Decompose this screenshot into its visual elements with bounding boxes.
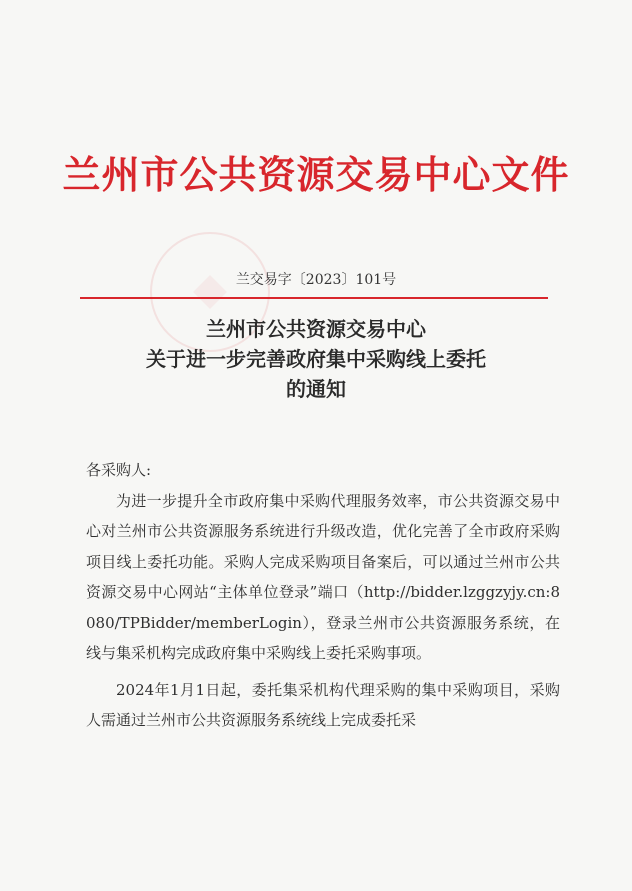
notice-title — [0, 314, 632, 404]
document-header-title: 兰州市公共资源交易中心文件 — [62, 152, 570, 197]
document-number: 兰交易字〔2023〕101号 — [235, 272, 397, 288]
notice-title-line-2: 关于进一步完善政府集中采购线上委托 — [146, 347, 486, 371]
salutation: 各采购人: — [86, 461, 152, 479]
body-paragraph-2: 2024年1月1日起，委托集采机构代理采购的集中采购项目，采购人需通过兰州市公共资源服务系统线上完成委托采 — [86, 680, 560, 729]
notice-body — [86, 455, 560, 736]
notice-title-line-1: 兰州市公共资源交易中心 — [206, 317, 426, 341]
body-paragraph-1: 为进一步提升全市政府集中采购代理服务效率，市公共资源交易中心对兰州市公共资源服务系统进行升级改造，优化完善了全市政府采购项目线上委托功能。采购人完成采购项目备案后，可以通过兰州市公共资源交易中心网站“主体单位登录”端口（http://bidder.lzggzyjy.cn:8080/TPBidder/memberLogin），登录兰州市公共资源服务系统，在线与集采机构完成政府集中采购线上委托采购事项。 — [86, 491, 560, 662]
notice-title-line-3: 的通知 — [286, 377, 346, 401]
red-divider-line — [80, 297, 548, 299]
